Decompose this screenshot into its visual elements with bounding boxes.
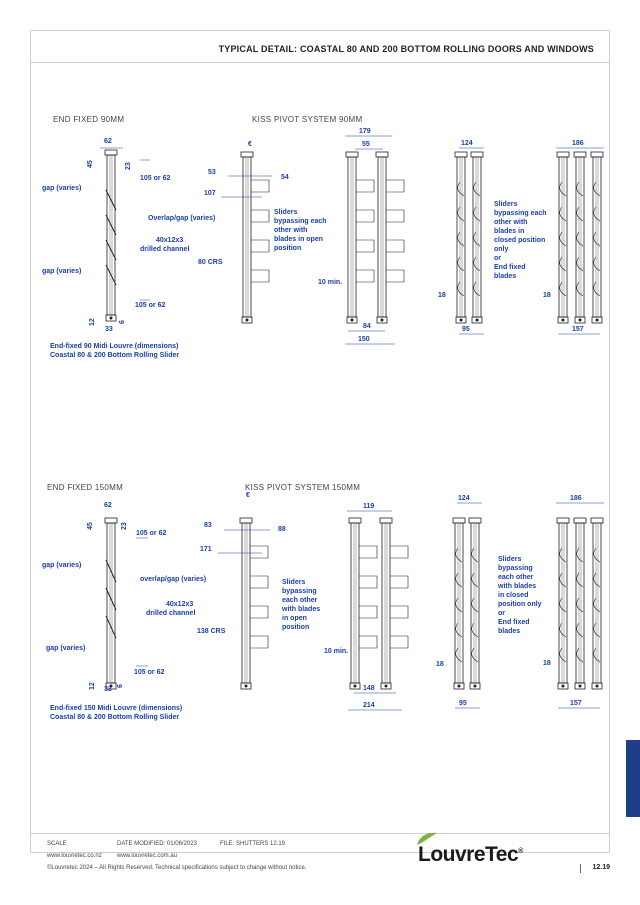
dim-105-top-b: 105 or 62 (136, 530, 167, 537)
svg-text:each other: each other (498, 574, 534, 581)
caption-1: End-fixed 90 Midi Louvre (dimensions) (50, 343, 179, 350)
dim-107: 107 (204, 190, 216, 197)
svg-text:position: position (282, 624, 310, 631)
dim-214: 214 (363, 702, 375, 709)
page-title: TYPICAL DETAIL: COASTAL 80 AND 200 BOTTOM ROLLING DOORS AND WINDOWS (218, 44, 594, 54)
svg-text:blades: blades (498, 628, 521, 635)
dim-157: 157 (572, 326, 584, 333)
dim-45: 45 (87, 160, 94, 168)
dim-124-b: 124 (458, 495, 470, 502)
dim-119: 119 (363, 503, 375, 510)
end-fixed-90-profile (100, 148, 123, 321)
dim-62: 62 (104, 138, 112, 145)
footer-scale: SCALE (47, 841, 67, 847)
footer-copyright: ©Louvretec 2024 – All Rights Reserved. Technical specifications subject to change without notice. (47, 865, 307, 871)
dim-23-b: 23 (121, 522, 128, 530)
dim-33: 33 (105, 326, 113, 333)
label-overlap-b: overlap/gap (varies) (140, 576, 207, 583)
dim-171: 171 (200, 546, 212, 553)
dim-105-bottom: 105 or 62 (135, 302, 166, 309)
svg-text:bypassing each: bypassing each (494, 210, 547, 217)
svg-text:with blades: with blades (498, 583, 537, 590)
svg-text:only: only (494, 246, 509, 253)
dim-12-b: 12 (89, 682, 96, 690)
kiss-pivot-150-pair (349, 518, 408, 689)
dim-18-b-b: 18 (543, 660, 551, 667)
footer-rule (30, 833, 610, 834)
svg-text:or: or (494, 255, 501, 262)
caption-2: Coastal 80 & 200 Bottom Rolling Slider (50, 352, 180, 359)
dim-53: 53 (208, 169, 216, 176)
dim-45-b: 45 (87, 522, 94, 530)
svg-text:bypassing: bypassing (282, 588, 317, 595)
closed-90-pair (455, 152, 483, 323)
page-number-divider (580, 864, 581, 873)
dim-105-top: 105 or 62 (140, 175, 171, 182)
dim-186: 186 (572, 140, 584, 147)
dim-33-b: 33 (104, 686, 112, 693)
closed-150-pair (453, 518, 481, 689)
dim-179: 179 (359, 128, 371, 135)
dim-95-b: 95 (459, 700, 467, 707)
footer-link-au[interactable]: www.louvretec.com.au (117, 853, 178, 859)
dim-18-b: 18 (543, 292, 551, 299)
svg-text:blades in open: blades in open (274, 236, 324, 243)
svg-text:or: or (498, 610, 505, 617)
dim-54: 54 (281, 174, 289, 181)
centerline-mark-b: € (246, 492, 250, 499)
caption-2-b: Coastal 80 & 200 Bottom Rolling Slider (50, 714, 180, 721)
svg-text:position: position (274, 245, 302, 252)
svg-text:End fixed: End fixed (498, 619, 530, 626)
dim-12: 12 (89, 318, 96, 326)
svg-text:in open: in open (282, 615, 307, 622)
dim-84: 84 (363, 323, 371, 330)
svg-text:with blades: with blades (282, 606, 321, 613)
label-channel-2-b: drilled channel (146, 610, 196, 617)
bottom-sliders-open-note (281, 579, 320, 631)
label-channel-1: 40x12x3 (156, 237, 184, 244)
label-gap-top-b: gap (varies) (42, 562, 82, 569)
svg-text:bypassing each: bypassing each (274, 218, 327, 225)
svg-text:blades in: blades in (494, 228, 525, 235)
dim-88: 88 (278, 526, 286, 533)
dim-10min-b: 10 min. (324, 648, 349, 655)
dim-83: 83 (204, 522, 212, 529)
kiss-pivot-90-pair (346, 152, 404, 323)
footer-link-nz[interactable]: www.louvretec.co.nz (47, 853, 102, 859)
closed-150-triple (557, 518, 603, 689)
closed-90-triple (557, 152, 603, 323)
svg-text:position only: position only (498, 601, 542, 608)
dim-6: 6 (119, 320, 126, 324)
svg-text:Sliders: Sliders (494, 201, 518, 208)
dim-95: 95 (462, 326, 470, 333)
footer-file: FILE: SHUTTERS 12.19 (220, 841, 286, 847)
dim-186-b: 186 (570, 495, 582, 502)
dim-18-a-b: 18 (436, 661, 444, 668)
dim-80crs: 80 CRS (198, 259, 223, 266)
top-sliders-closed-note (494, 201, 547, 280)
section-label-end-fixed-90: END FIXED 90MM (53, 115, 125, 124)
section-label-end-fixed-150: END FIXED 150MM (47, 483, 124, 492)
dim-18-a: 18 (438, 292, 446, 299)
svg-text:other with: other with (494, 219, 528, 226)
caption-1-b: End-fixed 150 Midi Louvre (dimensions) (50, 705, 183, 712)
svg-text:bypassing: bypassing (498, 565, 533, 572)
label-channel-1-b: 40x12x3 (166, 601, 194, 608)
dim-105-bottom-b: 105 or 62 (134, 669, 165, 676)
label-gap-bottom: gap (varies) (42, 268, 82, 275)
louvretec-logo: LouvreTec® (418, 843, 523, 866)
label-overlap: Overlap/gap (varies) (148, 215, 216, 222)
dim-138crs: 138 CRS (197, 628, 226, 635)
kiss-pivot-90-single (241, 152, 269, 323)
svg-text:blades: blades (494, 273, 517, 280)
end-fixed-150-profile (105, 518, 117, 689)
section-label-kiss-pivot-90: KISS PIVOT SYSTEM 90MM (252, 115, 363, 124)
svg-text:Sliders: Sliders (498, 556, 522, 563)
svg-text:End fixed: End fixed (494, 264, 526, 271)
svg-text:other with: other with (274, 227, 308, 234)
dim-148: 148 (363, 685, 375, 692)
dim-6-b: 6 (117, 684, 124, 688)
dim-124: 124 (461, 140, 473, 147)
svg-text:closed position: closed position (494, 237, 546, 244)
svg-text:in closed: in closed (498, 592, 529, 599)
label-gap-top: gap (varies) (42, 185, 82, 192)
dim-150: 150 (358, 336, 370, 343)
dim-62-b: 62 (104, 502, 112, 509)
kiss-pivot-150-single (240, 518, 268, 689)
dim-157-b: 157 (570, 700, 582, 707)
footer-date-modified: DATE MODIFIED: 01/06/2023 (117, 841, 197, 847)
label-channel-2: drilled channel (140, 246, 190, 253)
dim-10min: 10 min. (318, 279, 343, 286)
centerline-mark: € (248, 141, 252, 148)
dim-23: 23 (125, 162, 132, 170)
page-number: 12.19 (592, 864, 610, 871)
section-tab-marker (626, 740, 640, 817)
section-label-kiss-pivot-150: KISS PIVOT SYSTEM 150MM (245, 483, 361, 492)
svg-text:Sliders: Sliders (274, 209, 298, 216)
dim-55: 55 (362, 141, 370, 148)
label-gap-bottom-b: gap (varies) (46, 645, 86, 652)
svg-text:each other: each other (282, 597, 318, 604)
top-sliders-open-note (274, 209, 327, 252)
bottom-sliders-closed-note (497, 556, 542, 635)
svg-text:Sliders: Sliders (282, 579, 306, 586)
